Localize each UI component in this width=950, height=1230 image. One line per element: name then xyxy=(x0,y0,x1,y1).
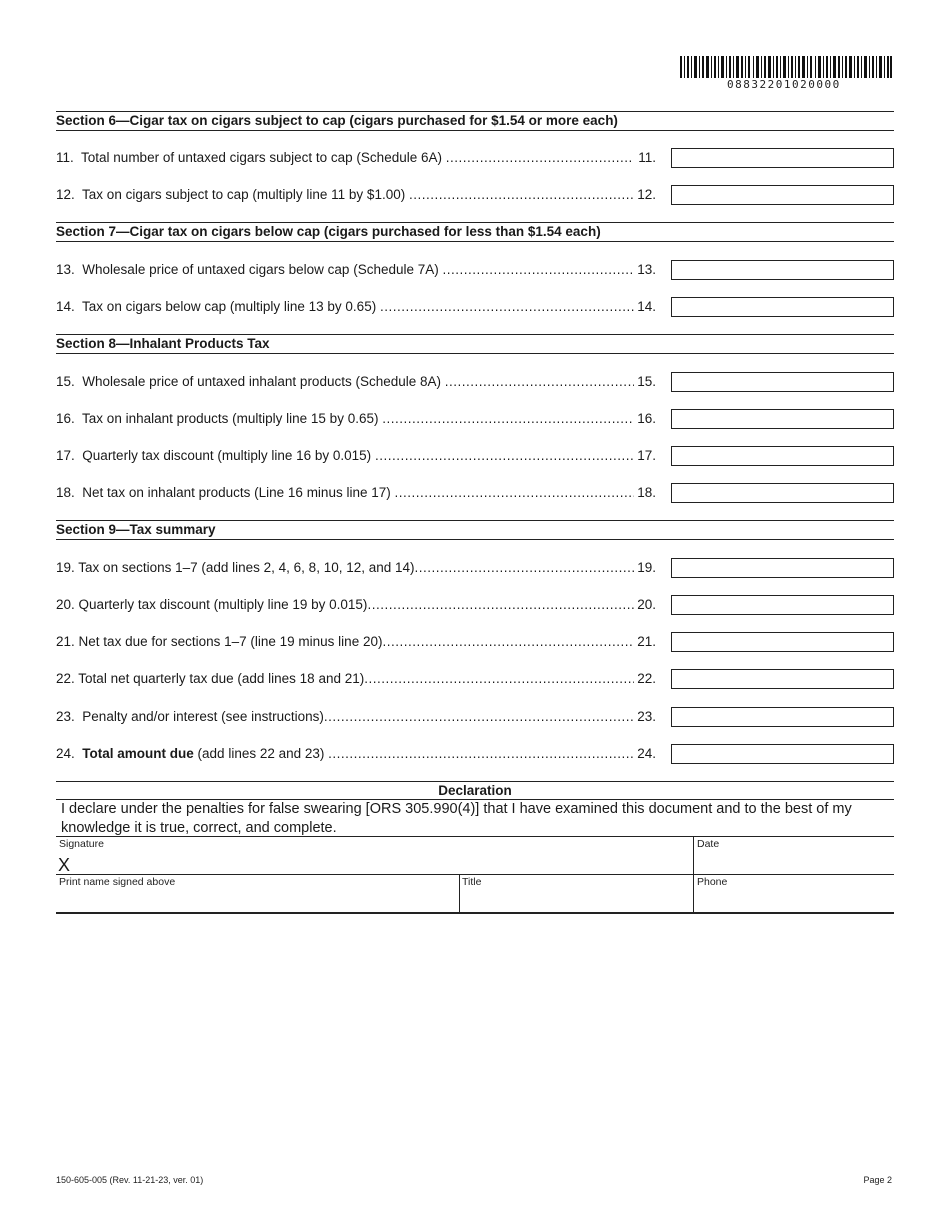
barcode-number: 08832201020000 xyxy=(727,78,841,91)
line-23-amount-field[interactable] xyxy=(671,707,873,727)
line-13-cents-field[interactable] xyxy=(871,260,894,280)
line-18-ref: 18. xyxy=(634,483,656,503)
line-15-cents-field[interactable] xyxy=(871,372,894,392)
line-14-row xyxy=(56,297,894,317)
line-18-cents-field[interactable] xyxy=(871,483,894,503)
line-24-cents-field[interactable] xyxy=(871,744,894,764)
line-16-row xyxy=(56,409,894,429)
line-24-amount-field[interactable] xyxy=(671,744,873,764)
line-14-ref: 14. xyxy=(634,297,656,317)
line-16-label: 16. Tax on inhalant products (multiply line 15 by 0.65) ..... xyxy=(56,409,656,429)
barcode xyxy=(680,56,892,78)
section-6-heading: Section 6—Cigar tax on cigars subject to cap (cigars purchased for $1.54 or more each) xyxy=(56,111,894,131)
line-11-row xyxy=(56,148,894,168)
line-11-amount-field[interactable] xyxy=(671,148,873,168)
page-number: Page 2 xyxy=(863,1175,892,1185)
form-id: 150-605-005 (Rev. 11-21-23, ver. 01) xyxy=(56,1175,204,1185)
line-19-cents-field[interactable] xyxy=(871,558,894,578)
divider xyxy=(56,874,894,875)
line-11-cents-field[interactable] xyxy=(871,148,894,168)
declaration-text: I declare under the penalties for false swearing [ORS 305.990(4)] that I have examined this document and to the best of my knowledge it is true, correct, and complete. xyxy=(56,799,894,837)
line-15-label: 15. Wholesale price of untaxed inhalant products (Schedule 8A) ..... xyxy=(56,372,656,392)
signature-mark: X xyxy=(58,855,71,875)
line-18-label: 18. Net tax on inhalant products (Line 16 minus line 17) ..... xyxy=(56,483,656,503)
line-17-row xyxy=(56,446,894,466)
line-12-cents-field[interactable] xyxy=(871,185,894,205)
line-22-cents-field[interactable] xyxy=(871,669,894,689)
line-21-row xyxy=(56,632,894,652)
line-13-label: 13. Wholesale price of untaxed cigars below cap (Schedule 7A) ..... xyxy=(56,260,656,280)
line-18-amount-field[interactable] xyxy=(671,483,873,503)
line-24-label: 24. Total amount due (add lines 22 and 23) ..... xyxy=(56,744,656,764)
line-12-ref: 12. xyxy=(634,185,656,205)
date-label: Date xyxy=(697,838,720,850)
divider xyxy=(56,912,894,914)
line-22-ref: 22. xyxy=(634,669,656,689)
title-label: Title xyxy=(462,876,482,888)
line-19-ref: 19. xyxy=(634,558,656,578)
declaration-heading: Declaration xyxy=(56,781,894,800)
line-14-cents-field[interactable] xyxy=(871,297,894,317)
line-14-amount-field[interactable] xyxy=(671,297,873,317)
print-name-field[interactable] xyxy=(56,888,458,911)
line-14-label: 14. Tax on cigars below cap (multiply line 13 by 0.65) ..... xyxy=(56,297,656,317)
phone-label: Phone xyxy=(697,876,728,888)
line-17-ref: 17. xyxy=(634,446,656,466)
line-15-ref: 15. xyxy=(634,372,656,392)
line-20-label: 20. Quarterly tax discount (multiply line 19 by 0.015) ..... xyxy=(56,595,656,615)
line-23-cents-field[interactable] xyxy=(871,707,894,727)
date-field[interactable] xyxy=(694,850,894,873)
title-field[interactable] xyxy=(460,888,692,911)
line-17-amount-field[interactable] xyxy=(671,446,873,466)
line-19-label: 19. Tax on sections 1–7 (add lines 2, 4, 6, 8, 10, 12, and 14) ..... xyxy=(56,558,656,578)
line-20-cents-field[interactable] xyxy=(871,595,894,615)
section-9-heading: Section 9—Tax summary xyxy=(56,520,894,540)
line-22-label: 22. Total net quarterly tax due (add lines 18 and 21) ..... xyxy=(56,669,656,689)
line-13-amount-field[interactable] xyxy=(671,260,873,280)
line-20-row xyxy=(56,595,894,615)
line-19-amount-field[interactable] xyxy=(671,558,873,578)
line-12-amount-field[interactable] xyxy=(671,185,873,205)
line-21-ref: 21. xyxy=(634,632,656,652)
line-15-row xyxy=(56,372,894,392)
signature-label: Signature xyxy=(59,838,104,850)
line-21-cents-field[interactable] xyxy=(871,632,894,652)
line-12-label: 12. Tax on cigars subject to cap (multiply line 11 by $1.00) ..... xyxy=(56,185,656,205)
line-21-amount-field[interactable] xyxy=(671,632,873,652)
line-17-cents-field[interactable] xyxy=(871,446,894,466)
line-16-cents-field[interactable] xyxy=(871,409,894,429)
line-20-ref: 20. xyxy=(634,595,656,615)
line-23-row xyxy=(56,707,894,727)
line-19-row xyxy=(56,558,894,578)
line-20-amount-field[interactable] xyxy=(671,595,873,615)
line-12-row xyxy=(56,185,894,205)
section-7-heading: Section 7—Cigar tax on cigars below cap (cigars purchased for less than $1.54 each) xyxy=(56,222,894,242)
line-24-ref: 24. xyxy=(634,744,656,764)
signature-field[interactable] xyxy=(56,850,692,873)
line-18-row xyxy=(56,483,894,503)
line-17-label: 17. Quarterly tax discount (multiply line 16 by 0.015) ..... xyxy=(56,446,656,466)
phone-field[interactable] xyxy=(694,888,894,911)
line-15-amount-field[interactable] xyxy=(671,372,873,392)
line-22-amount-field[interactable] xyxy=(671,669,873,689)
line-23-ref: 23. xyxy=(634,707,656,727)
line-11-label: 11. Total number of untaxed cigars subject to cap (Schedule 6A) ..... xyxy=(56,148,656,168)
section-8-heading: Section 8—Inhalant Products Tax xyxy=(56,334,894,354)
line-21-label: 21. Net tax due for sections 1–7 (line 19 minus line 20) ..... xyxy=(56,632,656,652)
line-24-row xyxy=(56,744,894,764)
line-11-ref: 11. xyxy=(634,148,656,168)
line-16-ref: 16. xyxy=(634,409,656,429)
line-23-label: 23. Penalty and/or interest (see instructions) ..... xyxy=(56,707,656,727)
barcode-image xyxy=(680,56,892,78)
line-22-row xyxy=(56,669,894,689)
line-16-amount-field[interactable] xyxy=(671,409,873,429)
line-13-ref: 13. xyxy=(634,260,656,280)
print-name-label: Print name signed above xyxy=(59,876,176,888)
line-13-row xyxy=(56,260,894,280)
